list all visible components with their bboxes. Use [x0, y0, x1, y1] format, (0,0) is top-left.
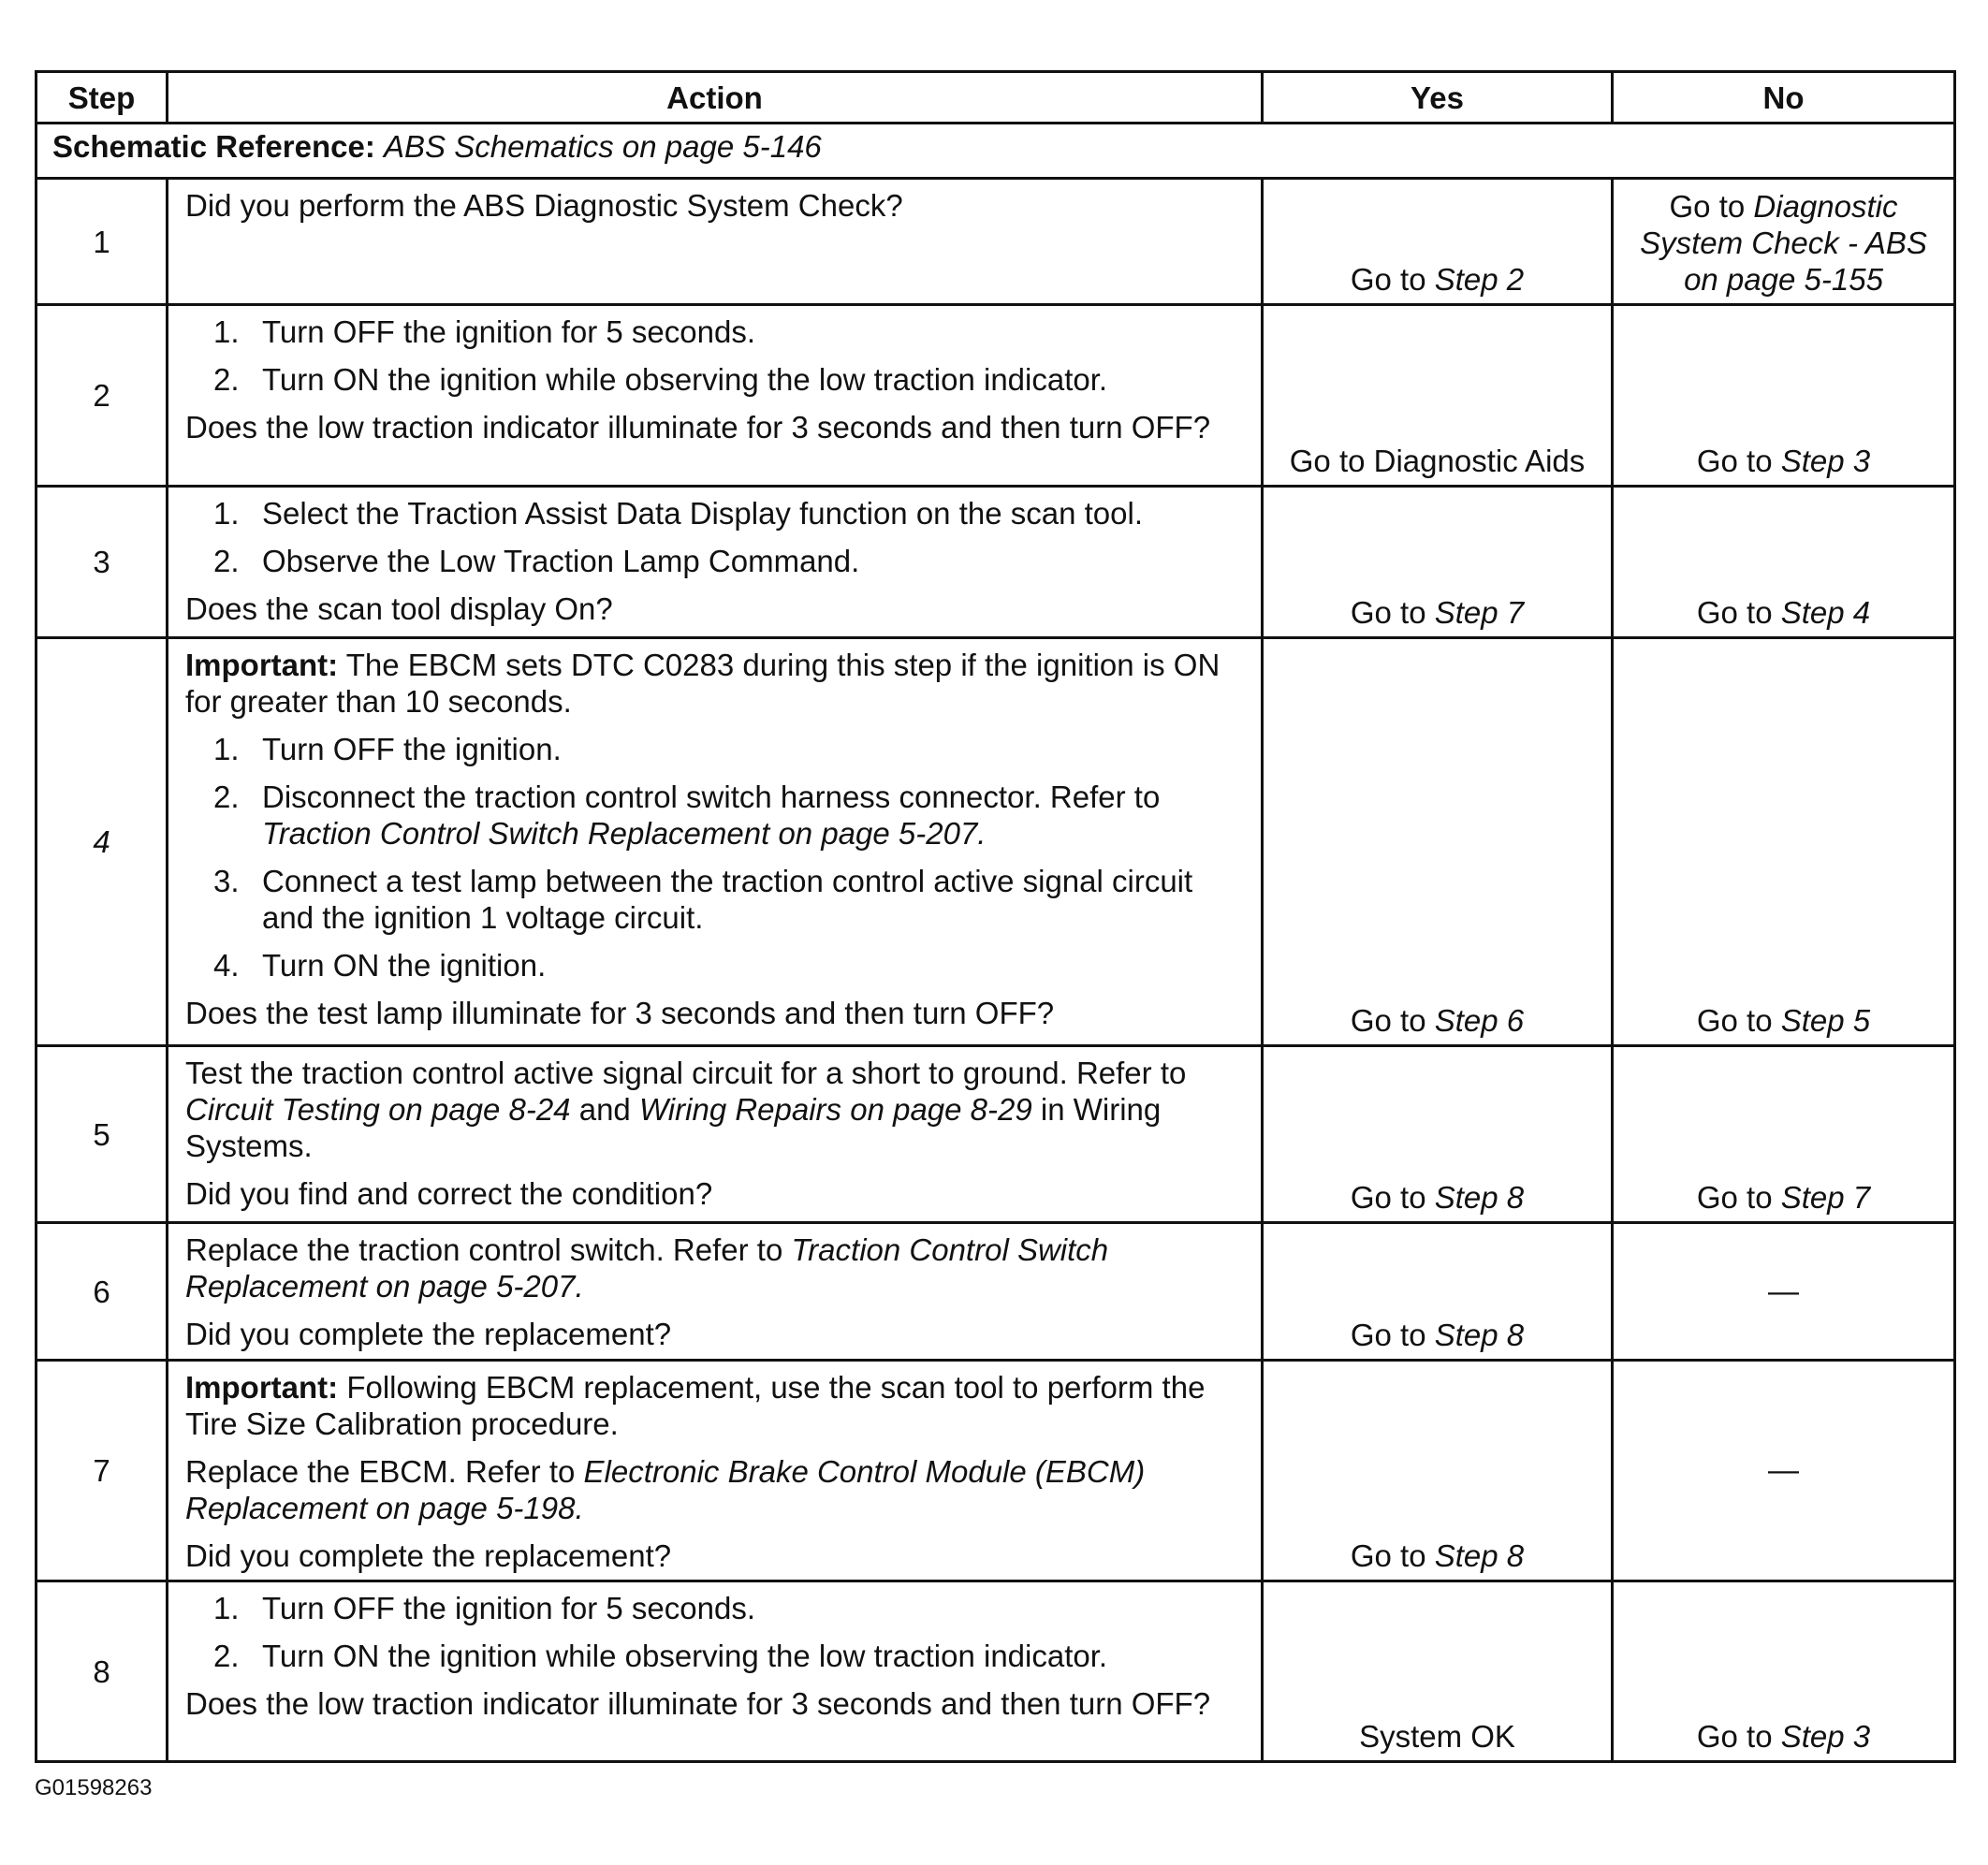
yes-prefix: Go to — [1350, 1003, 1435, 1038]
instruction-list — [185, 731, 1250, 983]
instruction-text: Turn ON the ignition while observing the low traction indicator. — [262, 1639, 1108, 1673]
instruction-list — [185, 1590, 1250, 1674]
instruction-list — [185, 495, 1250, 579]
step-number: 1 — [37, 179, 168, 305]
table-row — [37, 638, 1955, 1046]
step-number: 6 — [37, 1223, 168, 1361]
list-number: 2. — [213, 1639, 240, 1673]
list-item — [185, 313, 1250, 350]
instruction-text: in Wiring Systems. — [185, 1092, 1162, 1163]
table-row — [37, 1223, 1955, 1361]
action-question: Does the test lamp illuminate for 3 seconds and then turn OFF? — [185, 996, 1055, 1030]
important-label: Important: — [185, 648, 339, 682]
yes-prefix: Go to — [1350, 262, 1435, 297]
no-ref: Step 3 — [1780, 444, 1871, 478]
list-item — [185, 1590, 1250, 1626]
yes-prefix: Go to — [1350, 1180, 1435, 1215]
no-cell — [1613, 1046, 1955, 1223]
list-number: 1. — [213, 732, 240, 766]
action-question: Did you find and correct the condition? — [185, 1176, 713, 1211]
table-row — [37, 305, 1955, 487]
header-step: Step — [37, 72, 168, 124]
list-item — [185, 543, 1250, 579]
important-note — [185, 1369, 1250, 1442]
no-prefix: Go to — [1696, 595, 1781, 630]
list-number: 2. — [213, 780, 240, 814]
yes-cell — [1263, 179, 1613, 305]
instruction-ref: Circuit Testing on page 8-24 — [185, 1092, 571, 1127]
no-prefix: Go to — [1696, 444, 1781, 478]
yes-cell — [1263, 1046, 1613, 1223]
no-cell — [1613, 179, 1955, 305]
step-number: 2 — [37, 305, 168, 487]
figure-id: G01598263 — [35, 1775, 153, 1800]
table-row — [37, 487, 1955, 638]
list-number: 2. — [213, 362, 240, 397]
instruction-text: Observe the Low Traction Lamp Command. — [262, 544, 860, 578]
list-item — [185, 731, 1250, 767]
yes-cell — [1263, 487, 1613, 638]
yes-cell — [1263, 1361, 1613, 1581]
list-item — [185, 779, 1250, 852]
action-cell — [168, 1046, 1263, 1223]
no-cell — [1613, 638, 1955, 1046]
action-question: Does the scan tool display On? — [185, 591, 613, 626]
list-item — [185, 1638, 1250, 1674]
yes-prefix: Go to — [1350, 1318, 1435, 1352]
yes-ref: Step 8 — [1434, 1180, 1525, 1215]
instruction-ref: Wiring Repairs on page 8-29 — [638, 1092, 1032, 1127]
no-prefix: Go to — [1696, 1719, 1781, 1754]
schematic-link: ABS Schematics on page 5-146 — [384, 129, 822, 164]
schematic-reference — [37, 124, 1955, 179]
list-number: 1. — [213, 1591, 240, 1625]
no-ref: Step 5 — [1780, 1003, 1871, 1038]
action-cell — [168, 1223, 1263, 1361]
instruction-text: Turn ON the ignition. — [262, 948, 547, 983]
diagnostic-table-container — [35, 70, 1953, 1763]
no-cell — [1613, 1581, 1955, 1762]
list-item — [185, 495, 1250, 532]
no-prefix: Go to — [1669, 189, 1754, 224]
action-cell — [168, 305, 1263, 487]
instruction-text: Turn OFF the ignition for 5 seconds. — [262, 314, 756, 349]
no-cell — [1613, 305, 1955, 487]
action-question: Did you complete the replacement? — [185, 1538, 672, 1573]
table-row — [37, 179, 1955, 305]
yes-prefix: Go to — [1350, 595, 1435, 630]
instruction-text: Turn OFF the ignition. — [262, 732, 562, 766]
yes-ref: Step 8 — [1434, 1538, 1525, 1573]
no-prefix: Go to — [1696, 1003, 1781, 1038]
no-ref: Step 4 — [1780, 595, 1871, 630]
header-yes: Yes — [1263, 72, 1613, 124]
step-number: 8 — [37, 1581, 168, 1762]
action-cell — [168, 1581, 1263, 1762]
list-number: 3. — [213, 864, 240, 898]
yes-ref: Step 8 — [1434, 1318, 1525, 1352]
yes-cell: System OK — [1263, 1581, 1613, 1762]
instruction-text: Turn OFF the ignition for 5 seconds. — [262, 1591, 756, 1625]
list-item — [185, 863, 1250, 936]
table-row — [37, 1361, 1955, 1581]
table-row — [37, 1581, 1955, 1762]
table-row — [37, 1046, 1955, 1223]
header-no: No — [1613, 72, 1955, 124]
no-ref: Step 3 — [1780, 1719, 1871, 1754]
no-cell — [1613, 487, 1955, 638]
important-label: Important: — [185, 1370, 339, 1405]
yes-prefix: Go to — [1350, 1538, 1435, 1573]
list-number: 2. — [213, 544, 240, 578]
action-question: Does the low traction indicator illuminate for 3 seconds and then turn OFF? — [185, 410, 1211, 444]
action-instruction — [185, 1453, 1250, 1526]
action-cell — [168, 487, 1263, 638]
instruction-text: and — [570, 1092, 639, 1127]
instruction-text: Turn ON the ignition while observing the low traction indicator. — [262, 362, 1108, 397]
instruction-text: Select the Traction Assist Data Display function on the scan tool. — [262, 496, 1143, 531]
yes-ref: Step 7 — [1434, 595, 1525, 630]
schematic-label: Schematic Reference: — [52, 129, 375, 164]
list-number: 1. — [213, 496, 240, 531]
no-ref: Diagnostic System Check - ABS on page 5-155 — [1640, 189, 1927, 297]
important-text: Following EBCM replacement, use the scan tool to perform the Tire Size Calibration procedure. — [185, 1370, 1206, 1441]
schematic-row — [37, 124, 1955, 179]
step-number: 7 — [37, 1361, 168, 1581]
no-cell: — — [1613, 1361, 1955, 1581]
step-number: 3 — [37, 487, 168, 638]
instruction-text: Disconnect the traction control switch harness connector. Refer to — [262, 780, 1161, 814]
yes-ref: Step 6 — [1434, 1003, 1525, 1038]
instruction-text: Test the traction control active signal circuit for a short to ground. Refer to — [185, 1056, 1187, 1090]
important-note — [185, 647, 1250, 720]
no-prefix: Go to — [1696, 1180, 1781, 1215]
no-ref: Step 7 — [1780, 1180, 1871, 1215]
step-number: 5 — [37, 1046, 168, 1223]
instruction-ref: Traction Control Switch Replacement on page 5-207. — [185, 1232, 1109, 1304]
yes-cell: Go to Diagnostic Aids — [1263, 305, 1613, 487]
header-action: Action — [168, 72, 1263, 124]
action-cell — [168, 1361, 1263, 1581]
instruction-text: Replace the EBCM. Refer to — [185, 1454, 584, 1489]
action-cell — [168, 179, 1263, 305]
list-item — [185, 361, 1250, 398]
instruction-list — [185, 313, 1250, 398]
header-row — [37, 72, 1955, 124]
instruction-ref: Traction Control Switch Replacement on page 5-207. — [262, 816, 987, 851]
list-number: 4. — [213, 948, 240, 983]
instruction-ref: Electronic Brake Control Module (EBCM) Replacement on page 5-198. — [185, 1454, 1146, 1525]
action-question: Did you perform the ABS Diagnostic System Check? — [185, 188, 903, 223]
diagnostic-table — [35, 70, 1956, 1763]
important-text: The EBCM sets DTC C0283 during this step if the ignition is ON for greater than 10 seconds. — [185, 648, 1221, 719]
step-number: 4 — [37, 638, 168, 1046]
action-question: Did you complete the replacement? — [185, 1317, 672, 1351]
action-instruction — [185, 1055, 1250, 1164]
list-item — [185, 947, 1250, 983]
list-number: 1. — [213, 314, 240, 349]
yes-cell — [1263, 1223, 1613, 1361]
yes-ref: Step 2 — [1434, 262, 1525, 297]
yes-cell — [1263, 638, 1613, 1046]
action-question: Does the low traction indicator illuminate for 3 seconds and then turn OFF? — [185, 1686, 1211, 1721]
action-instruction — [185, 1231, 1250, 1304]
instruction-text: Connect a test lamp between the traction control active signal circuit and the ignition 1 voltage circuit. — [262, 864, 1193, 935]
no-cell: — — [1613, 1223, 1955, 1361]
instruction-text: Replace the traction control switch. Refer to — [185, 1232, 792, 1267]
action-cell — [168, 638, 1263, 1046]
